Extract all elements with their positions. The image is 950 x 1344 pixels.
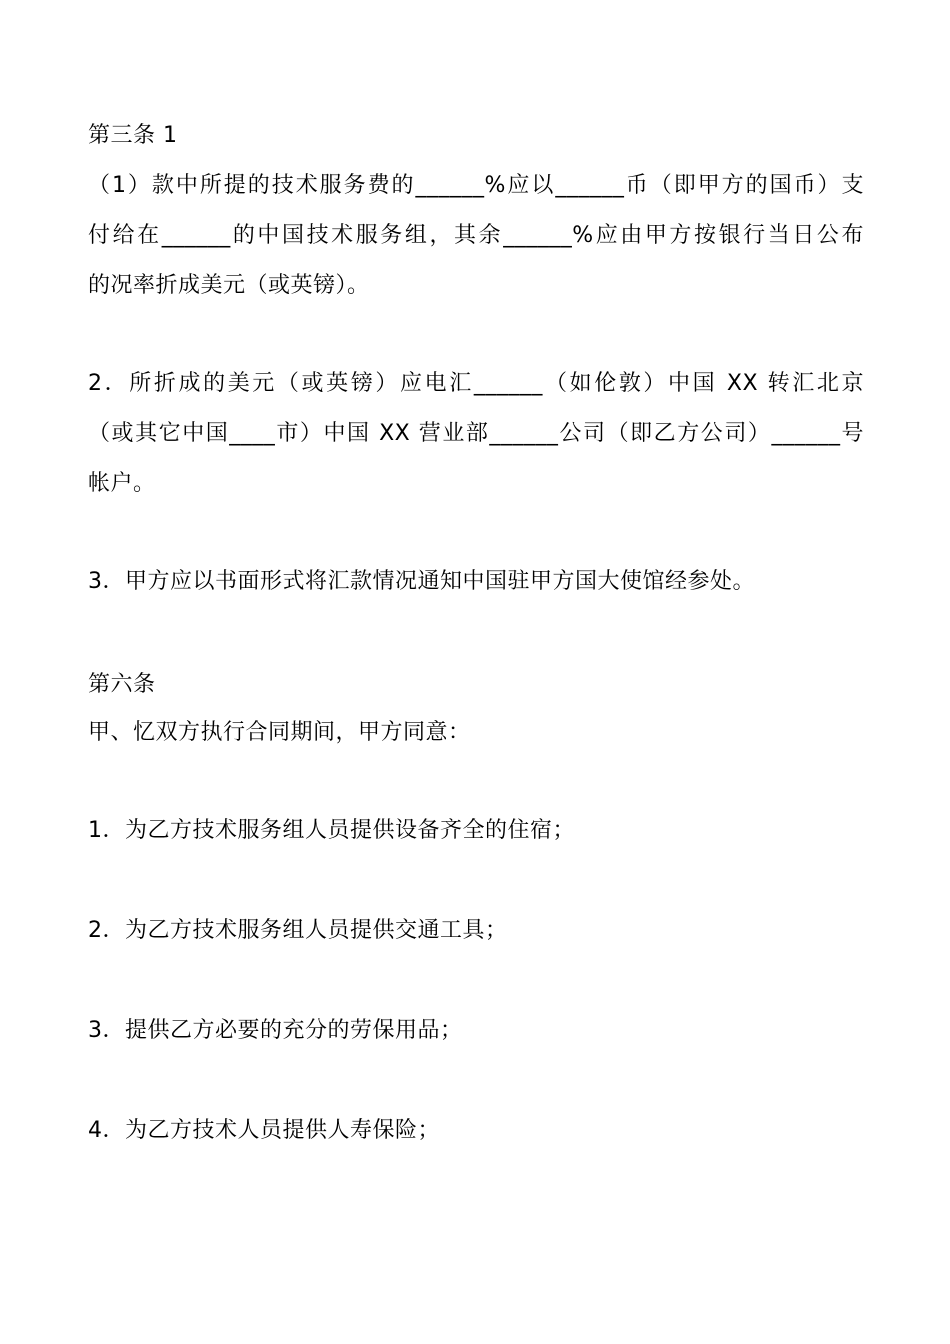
article-3-paragraph-1-line-2: 付给在______的中国技术服务组，其余______%应由甲方按银行当日公布 (88, 223, 864, 248)
article-6-item: 1．为乙方技术服务组人员提供设备齐全的住宿； (88, 818, 575, 843)
article-6-item: 3．提供乙方必要的充分的劳保用品； (88, 1018, 463, 1043)
article-6-item: 2．为乙方技术服务组人员提供交通工具； (88, 918, 508, 943)
article-3-paragraph-2-line-2: （或其它中国____市）中国 XX 营业部______公司（即乙方公司）______号 (88, 421, 864, 446)
article-3-paragraph-1-line-1: （1）款中所提的技术服务费的______%应以______币（即甲方的国币）支 (88, 173, 864, 198)
article-3-paragraph-2-line-3: 帐户。 (88, 471, 156, 496)
article-3-paragraph-3: 3．甲方应以书面形式将汇款情况通知中国驻甲方国大使馆经参处。 (88, 569, 755, 594)
article-3-paragraph-2-line-1: 2．所折成的美元（或英镑）应电汇______（如伦敦）中国 XX 转汇北京 (88, 371, 864, 396)
article-3-heading: 第三条 1 (88, 123, 178, 148)
article-6-heading: 第六条 (88, 672, 156, 697)
article-6-item: 4．为乙方技术人员提供人寿保险； (88, 1118, 440, 1143)
article-6-intro: 甲、忆双方执行合同期间，甲方同意： (88, 720, 471, 745)
article-3-paragraph-1-line-3: 的况率折成美元（或英镑）。 (88, 273, 370, 298)
